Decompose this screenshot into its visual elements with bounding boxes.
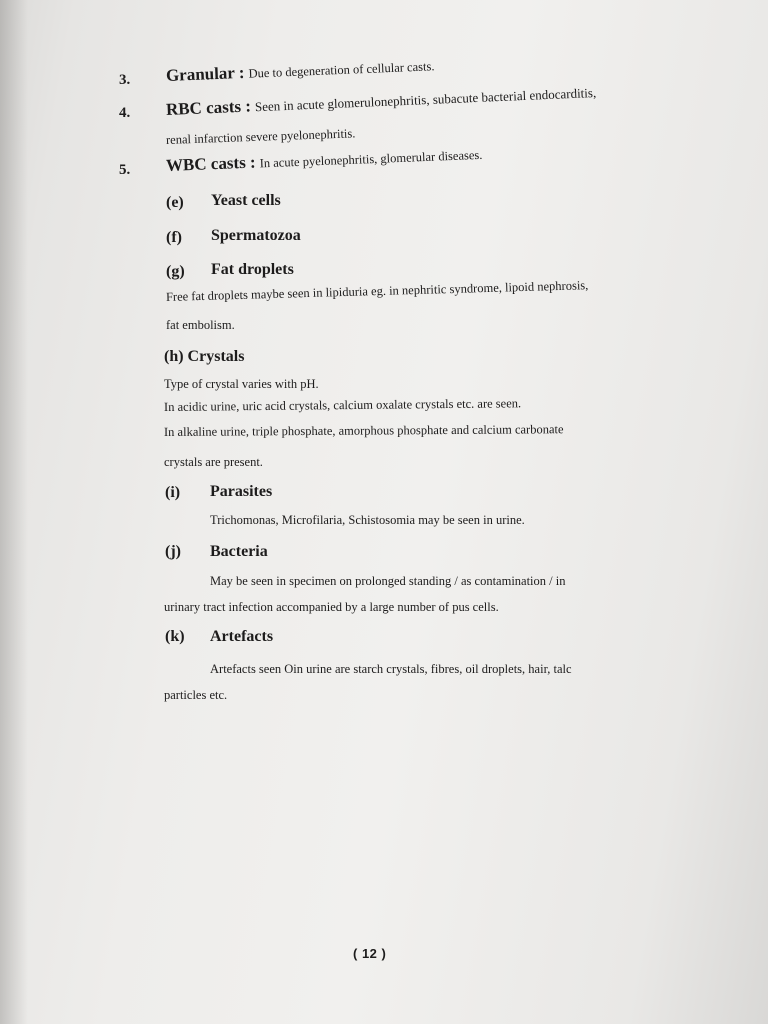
paragraph-line: urinary tract infection accompanied by a large number of pus cells. — [164, 600, 499, 614]
paragraph-line: Artefacts seen Oin urine are starch crystals, fibres, oil droplets, hair, talc — [210, 662, 572, 676]
paragraph-line: fat embolism. — [166, 318, 235, 332]
paragraph-line: Type of crystal varies with pH. — [164, 377, 319, 391]
subsection-title: Fat droplets — [211, 261, 294, 278]
subsection-title: Yeast cells — [211, 192, 281, 209]
paragraph-line: particles etc. — [164, 688, 228, 702]
item-number: 5. — [119, 162, 131, 178]
subsection-title: (h) Crystals — [164, 348, 245, 365]
item-number: 3. — [119, 72, 131, 88]
paragraph-line: crystals are present. — [164, 455, 263, 469]
subsection-title: Bacteria — [210, 543, 268, 560]
item-title: Granular : — [165, 62, 245, 85]
item-title: RBC casts : — [165, 96, 252, 119]
subsection-title: Parasites — [210, 483, 273, 500]
subsection-label: (g) — [166, 263, 185, 280]
subsection-title: Spermatozoa — [211, 227, 301, 244]
subsection-label: (i) — [165, 484, 181, 501]
subsection-title: Artefacts — [210, 628, 274, 645]
item-rbc-casts — [166, 82, 597, 120]
item-title: WBC casts : — [165, 152, 256, 175]
subsection-label: (k) — [165, 628, 185, 645]
paragraph-line: Free fat droplets maybe seen in lipiduria eg. in nephritic syndrome, lipoid nephrosis, — [165, 278, 589, 304]
paragraph-line: May be seen in specimen on prolonged standing / as contamination / in — [210, 574, 566, 588]
subsection-label: (f) — [166, 229, 182, 246]
item-number: 4. — [119, 105, 131, 121]
page-number: ( 12 ) — [353, 946, 387, 961]
item-granular — [166, 55, 435, 86]
subsection-label: (j) — [165, 543, 181, 560]
paragraph-line: In alkaline urine, triple phosphate, amorphous phosphate and calcium carbonate — [163, 422, 564, 439]
item-text: Due to degeneration of cellular casts. — [248, 59, 435, 81]
paragraph-line: In acidic urine, uric acid crystals, calcium oxalate crystals etc. are seen. — [163, 396, 522, 414]
item-text: In acute pyelonephritis, glomerular diseases. — [259, 147, 483, 171]
subsection-label: (e) — [166, 194, 184, 211]
item-wbc-casts — [166, 144, 483, 176]
item-text-continued: renal infarction severe pyelonephritis. — [165, 126, 356, 147]
paragraph-line: Trichomonas, Microfilaria, Schistosomia may be seen in urine. — [210, 513, 525, 527]
item-text: Seen in acute glomerulonephritis, subacute bacterial endocarditis, — [254, 84, 597, 115]
